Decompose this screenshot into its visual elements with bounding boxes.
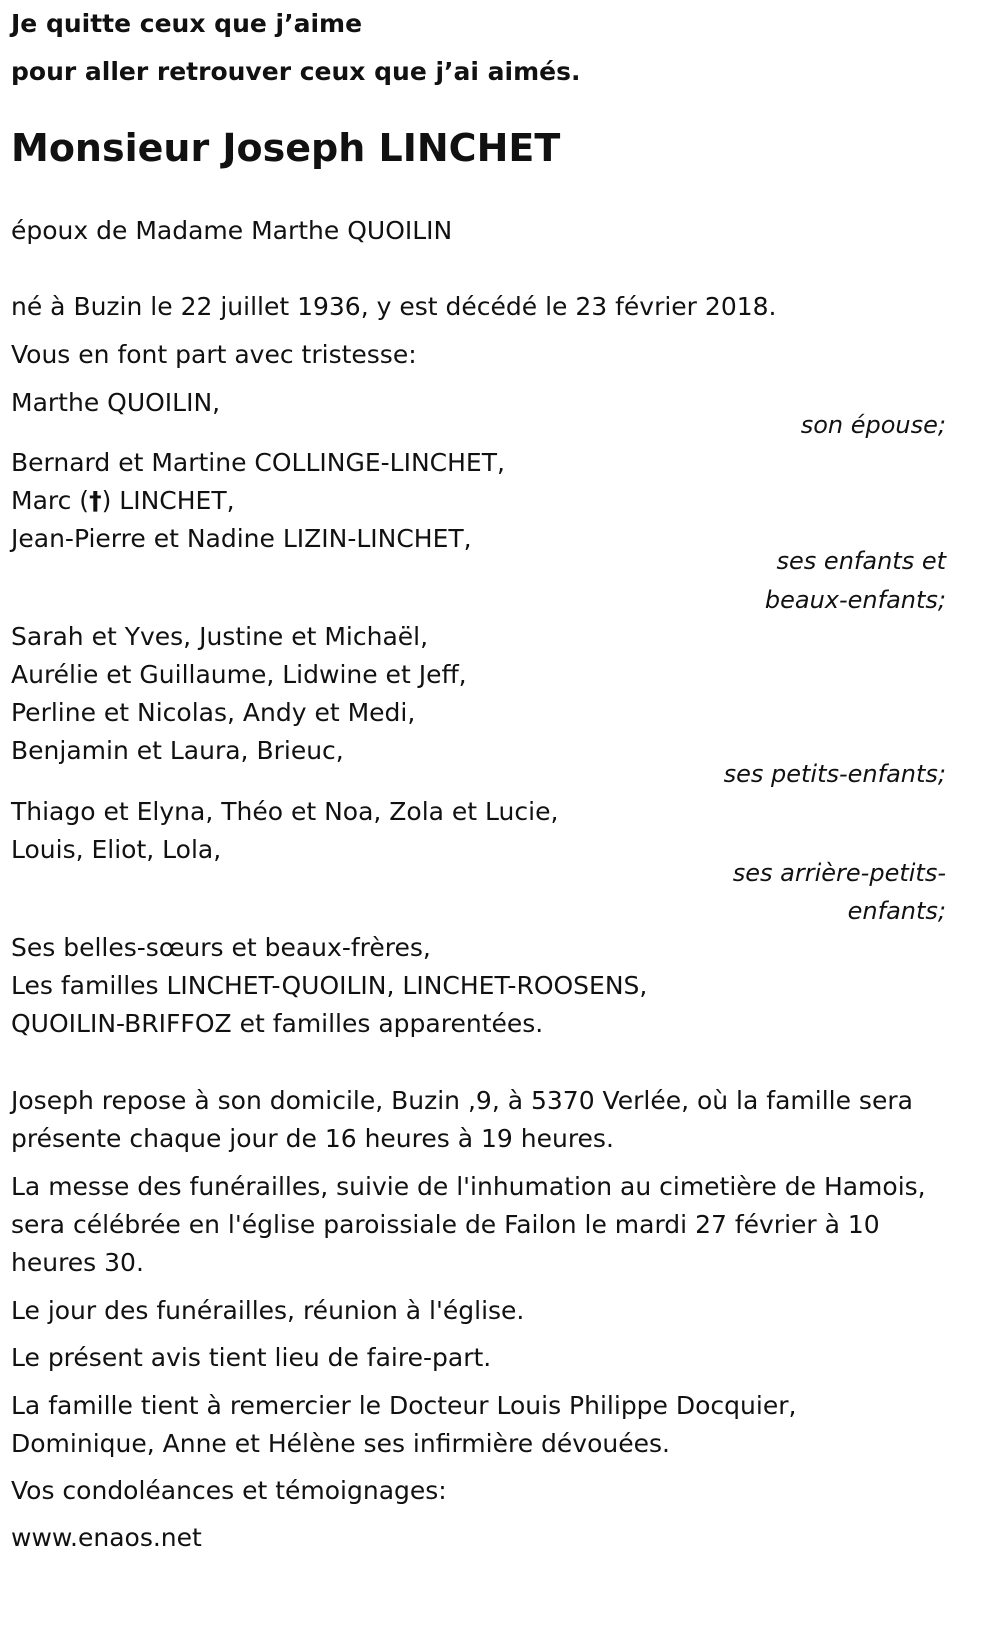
meeting-line: Le jour des funérailles, réunion à l'église. — [11, 1296, 525, 1325]
other-family-line-2: Les familles LINCHET-QUOILIN, LINCHET-ROOSENS, — [11, 971, 648, 1000]
relation-grandchildren: ses petits-enfants; — [723, 760, 946, 788]
grandchildren-line-4: Benjamin et Laura, Brieuc, — [11, 736, 344, 765]
great-grandchildren-line-1: Thiago et Elyna, Théo et Noa, Zola et Lucie, — [11, 797, 559, 826]
grandchildren-line-1: Sarah et Yves, Justine et Michaël, — [11, 622, 429, 651]
mass-line-3: heures 30. — [11, 1248, 144, 1277]
grandchildren-line-2: Aurélie et Guillaume, Lidwine et Jeff, — [11, 660, 467, 689]
spouse-line: époux de Madame Marthe QUOILIN — [11, 216, 453, 245]
grandchildren-line-3: Perline et Nicolas, Andy et Medi, — [11, 698, 416, 727]
deceased-name: Monsieur Joseph LINCHET — [11, 126, 561, 170]
epigraph-line-2: pour aller retrouver ceux que j’ai aimés. — [11, 57, 581, 86]
child-line-2-before: Marc ( — [11, 486, 90, 515]
great-grandchildren-line-2: Louis, Eliot, Lola, — [11, 835, 222, 864]
mass-line-2: sera célébrée en l'église paroissiale de Failon le mardi 27 février à 10 — [11, 1210, 880, 1239]
website-link[interactable]: www.enaos.net — [11, 1523, 202, 1552]
child-line-2 — [11, 484, 235, 518]
notice-line: Le présent avis tient lieu de faire-part. — [11, 1343, 492, 1372]
relation-great-grandchildren-line-2: enfants; — [847, 897, 946, 925]
birth-death-line: né à Buzin le 22 juillet 1936, y est décédé le 23 février 2018. — [11, 292, 777, 321]
rest-line-1: Joseph repose à son domicile, Buzin ,9, à 5370 Verlée, où la famille sera — [11, 1086, 913, 1115]
thanks-line-2: Dominique, Anne et Hélène ses infirmière dévouées. — [11, 1429, 670, 1458]
spouse-name: Marthe QUOILIN, — [11, 388, 221, 417]
relation-children-line-1: ses enfants et — [776, 547, 946, 575]
child-line-2-after: ) LINCHET, — [101, 486, 235, 515]
announcement-intro: Vous en font part avec tristesse: — [11, 340, 417, 369]
other-family-line-1: Ses belles-sœurs et beaux-frères, — [11, 933, 431, 962]
rest-line-2: présente chaque jour de 16 heures à 19 heures. — [11, 1124, 614, 1153]
child-line-1: Bernard et Martine COLLINGE-LINCHET, — [11, 448, 505, 477]
epigraph-line-1: Je quitte ceux que j’aime — [11, 9, 363, 38]
mass-line-1: La messe des funérailles, suivie de l'inhumation au cimetière de Hamois, — [11, 1172, 926, 1201]
deceased-mark: † — [89, 486, 102, 515]
condolences-line: Vos condoléances et témoignages: — [11, 1476, 447, 1505]
relation-children-line-2: beaux-enfants; — [764, 586, 946, 614]
relation-great-grandchildren-line-1: ses arrière-petits- — [732, 859, 946, 887]
child-line-3: Jean-Pierre et Nadine LIZIN-LINCHET, — [11, 524, 472, 553]
other-family-line-3: QUOILIN-BRIFFOZ et familles apparentées. — [11, 1009, 544, 1038]
relation-spouse: son épouse; — [800, 411, 946, 439]
website-line — [11, 1521, 202, 1555]
thanks-line-1: La famille tient à remercier le Docteur Louis Philippe Docquier, — [11, 1391, 797, 1420]
